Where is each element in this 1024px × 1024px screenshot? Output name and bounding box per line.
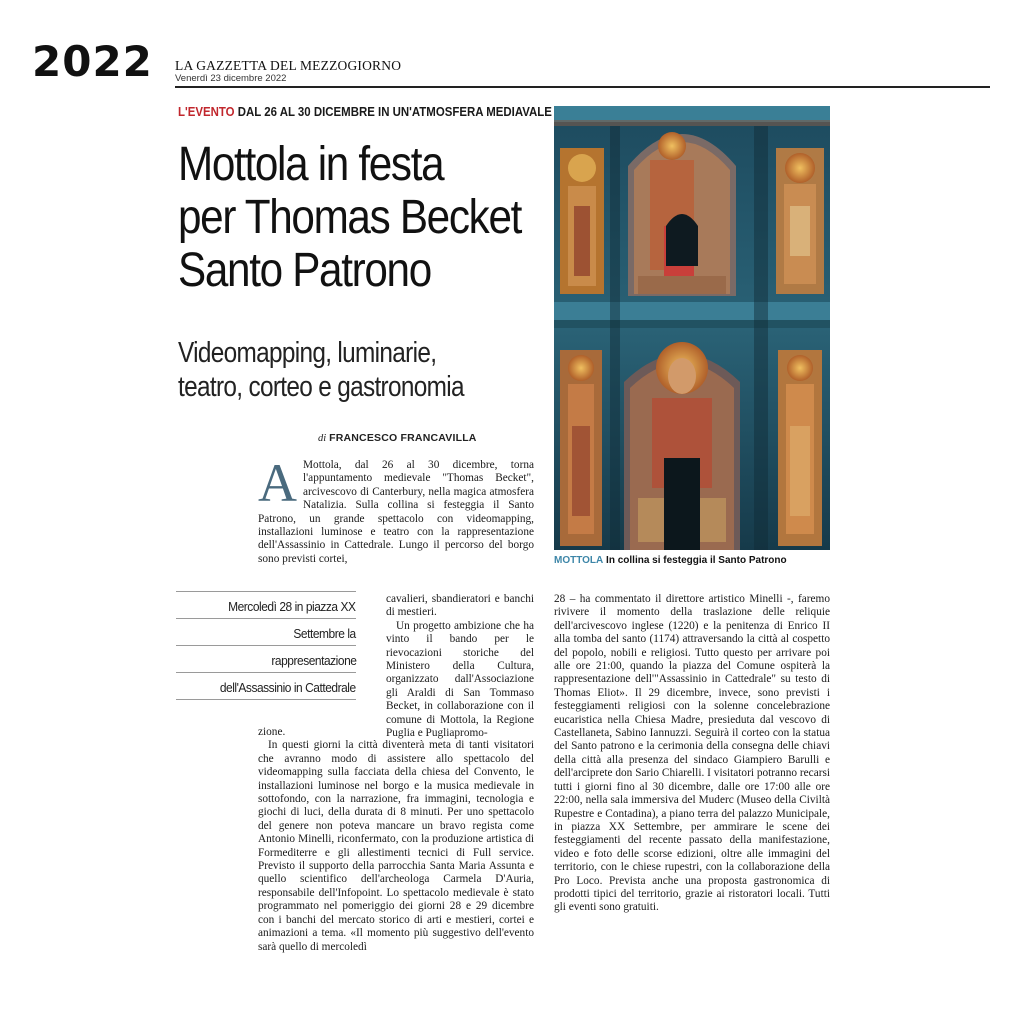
headline xyxy=(178,138,521,297)
caption-place: MOTTOLA xyxy=(554,555,604,566)
fresco-illustration xyxy=(554,106,830,550)
subheadline-line: teatro, corteo e gastronomia xyxy=(178,371,464,403)
newspaper-masthead: LA GAZZETTA DEL MEZZOGIORNO xyxy=(175,58,402,73)
pull-quote-line: dell'Assassinio in Cattedrale xyxy=(176,673,356,700)
header-divider xyxy=(175,86,990,88)
drop-cap: A xyxy=(258,453,297,513)
headline-line: Santo Patrono xyxy=(178,244,431,297)
article-column-1 xyxy=(258,726,534,954)
article-intro xyxy=(258,453,534,566)
publication-date: Venerdì 23 dicembre 2022 xyxy=(175,73,287,84)
church-fresco-photo xyxy=(554,106,830,550)
pull-quote xyxy=(176,591,356,700)
article-paragraph: Un progetto ambizione che ha vinto il bando per le rievocazioni storiche del Ministero della Cultura, organizzato dall'Associazione gli Araldi di San Tommaso Becket, in collaborazione con il comune di Mottola, la Regione Puglia e Pugliapromo- xyxy=(386,619,534,740)
article-paragraph: cavalieri, sbandieratori e banchi di mestieri. xyxy=(386,593,534,619)
article-column-narrow xyxy=(386,593,534,740)
year-label: 2022 xyxy=(32,37,153,86)
byline-prefix: di xyxy=(318,433,327,444)
caption-text: In collina si festeggia il Santo Patrono xyxy=(606,555,787,566)
headline-line: per Thomas Becket xyxy=(178,191,522,244)
article-paragraph: In questi giorni la città diventerà meta di tanti visitatori che avranno modo di assistere allo spettacolo del videomapping sulla facciata della chiesa del Convento, le installazioni luminose nel borgo e la musica medievale in sottofondo, con la narrazione, fra immagini, tecnologia e giochi di luci, della durata di 8 minuti. Per uno spettacolo del genere non poteva mancare un bravo regista come Antonio Minelli, riconfermato, con la produzione artistica di Formediterre e gli allestimenti tecnici di Full service. Previsto il supporto della parrocchia Santa Maria Assunta e quello scientifico dell'archeologa Carmela D'Auria, responsabile dell'Infopoint. Lo spettacolo medievale è stato programmato nel pomeriggio dei giorni 28 e 29 dicembre con i banchi del mercato storico di arti e mestieri, cortei e animazioni a tema. «Il momento più suggestivo dell'evento sarà quello di mercoledì xyxy=(258,739,534,953)
byline-author: FRANCESCO FRANCAVILLA xyxy=(329,432,477,444)
pull-quote-line: Mercoledì 28 in piazza XX xyxy=(176,591,356,619)
subheadline xyxy=(178,336,464,404)
kicker-text: DAL 26 AL 30 DICEMBRE IN UN'ATMOSFERA MEDIAVALE xyxy=(237,104,552,119)
subheadline-line: Videomapping, luminarie, xyxy=(178,337,437,369)
kicker-label: L'EVENTO xyxy=(178,104,235,119)
photo-caption xyxy=(554,555,787,567)
article-paragraph: Mottola, dal 26 al 30 dicembre, torna l'appuntamento medievale "Thomas Becket", arcivescovo di Canterbury, nella magica atmosfera Natalizia. Sulla collina si festeggia il Santo Patrono, un grande spettacolo con videomapping, installazioni luminose e teatro con la rappresentazione dell'Assassinio in Cattedrale. Lungo il percorso del borgo sono previsti cortei, xyxy=(258,459,534,565)
article-paragraph: zione. xyxy=(258,726,286,738)
kicker xyxy=(178,104,552,120)
pull-quote-line: rappresentazione xyxy=(176,646,356,673)
article-paragraph: 28 – ha commentato il direttore artistico Minelli -, faremo rivivere il momento della traslazione delle reliquie dell'arcivescovo inglese (1220) e la penitenza di Enrico II alla tomba del santo (1174) attraversando la città al cospetto del popolo, nobili e religiosi. Tutto questo per arrivare poi alle ore 21:00, quando la piazza del Comune ospiterà la rappresentazione dell'"Assassinio in Cattedrale" su testo di Thomas Eliot». Il 29 dicembre, invece, sono previsti i festeggiamenti religiosi con la solenne concelebrazione eucaristica nella Chiesa Madre, presieduta dal vescovo di Castellaneta, Sabino Iannuzzi. Seguirà il corteo con la statua del Santo patrono e la cerimonia della consegna delle chiavi della città alla presenza del sindaco Giampiero Barulli e dell'arciprete don Sario Chiarelli. I visitatori potranno recarsi tutti i giorni fino al 30 dicembre, dalle ore 17:00 alle ore 22:00, nella sala immersiva del Muderc (Museo della Civiltà Rupestre e Contadina), a piano terra del palazzo Municipale, in piazza XX Settembre, per ammirare le scene dei festeggiamenti del recente passato della manifestazione, video e foto delle scorse edizioni, oltre alle immagini del territorio, con le chiese rupestri, con la collaborazione della Pro Loco. Prevista anche una proposta gastronomica di prodotti tipici del territorio, grazie ai ristoratori locali. Tutti gli eventi sono gratuiti. xyxy=(554,593,830,914)
byline xyxy=(318,432,477,445)
pull-quote-line: Settembre la xyxy=(176,619,356,646)
headline-line: Mottola in festa xyxy=(178,138,444,191)
article-column-2 xyxy=(554,593,830,915)
